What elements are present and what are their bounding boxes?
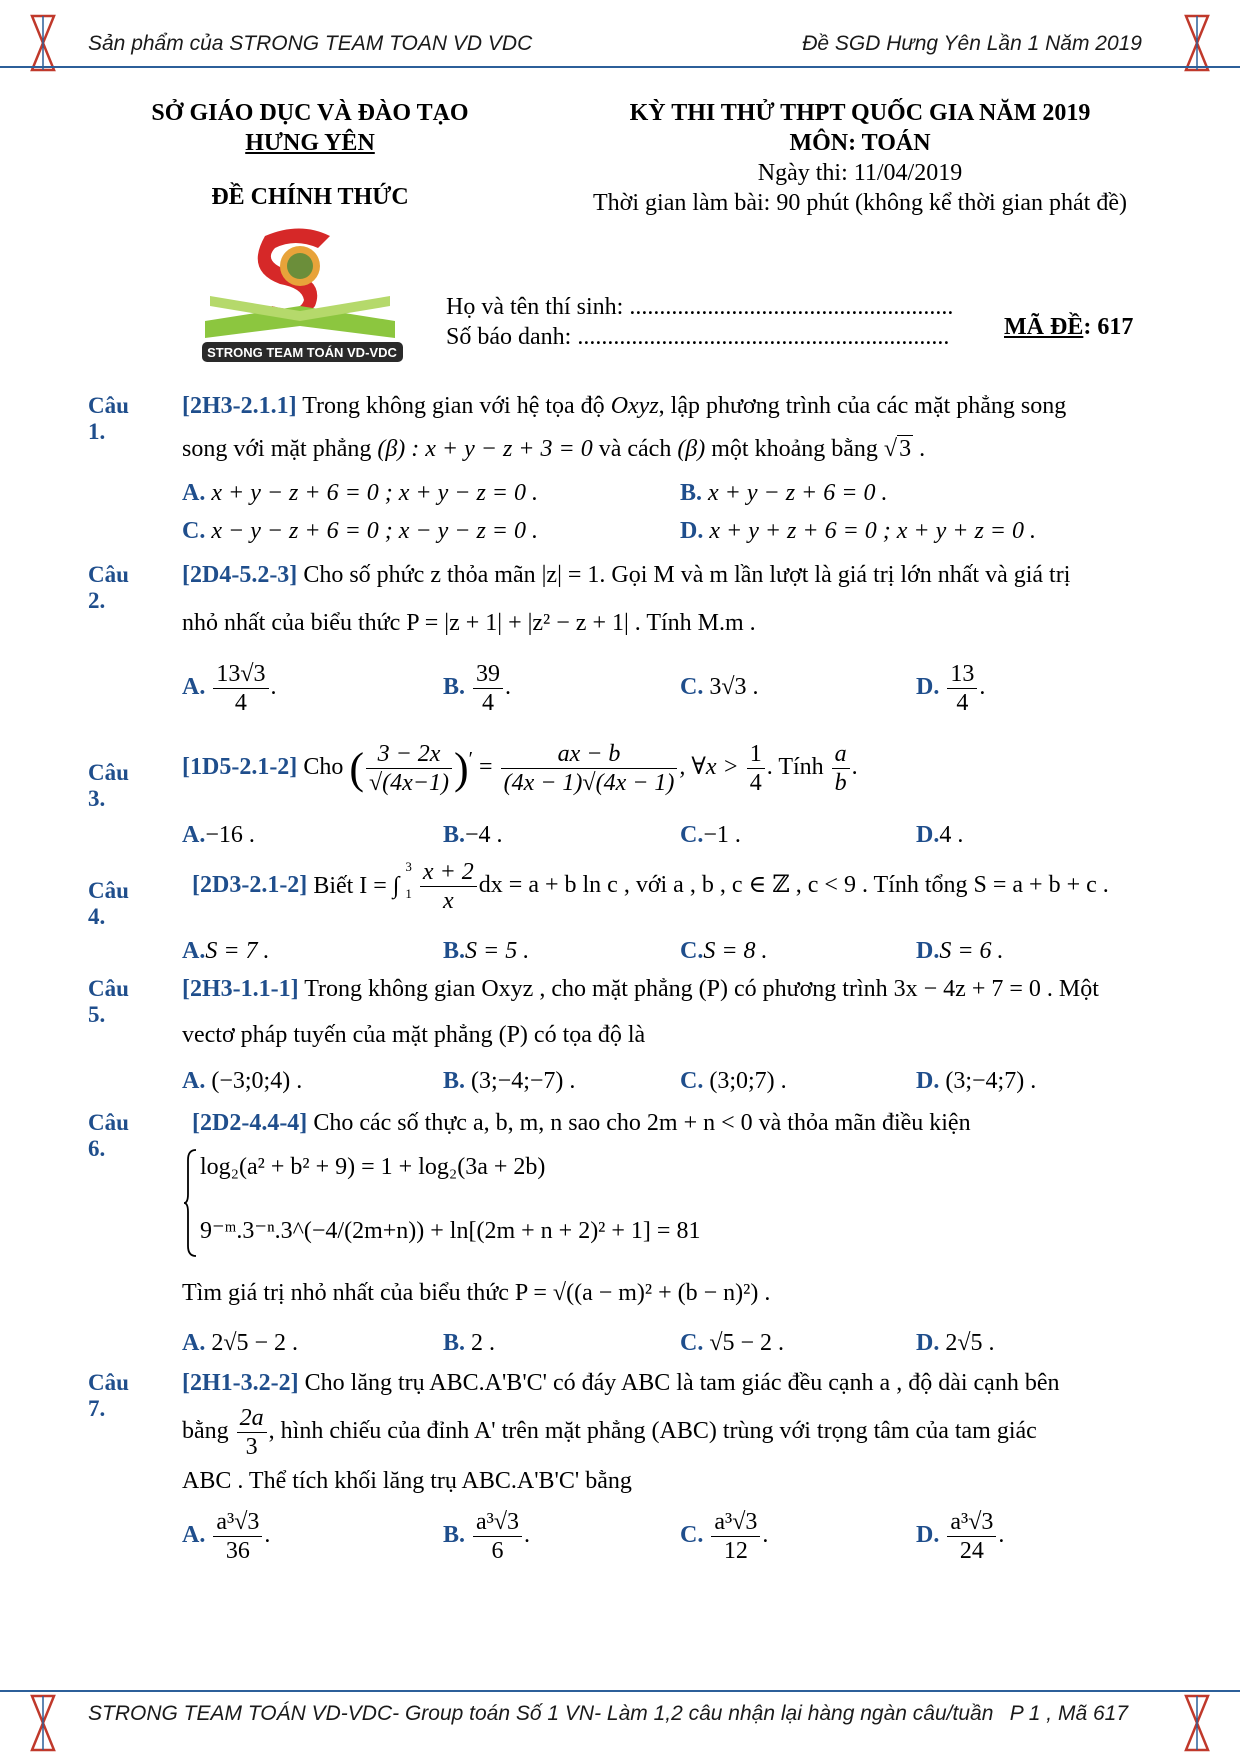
question-tag: [2D4-5.2-3] bbox=[182, 562, 298, 588]
exam-duration: Thời gian làm bài: 90 phút (không kể thời gian phát đề) bbox=[593, 190, 1127, 216]
q4-option-a[interactable] bbox=[182, 938, 270, 965]
q2-option-a[interactable]: A. $\frac{13√3}{4}$ . bbox=[182, 661, 277, 716]
option-text: (3;−4;−7) . bbox=[471, 1068, 576, 1094]
header-rule bbox=[0, 66, 1240, 68]
question-tag: [2D2-4.4-4] bbox=[192, 1110, 308, 1136]
q6-line-3: Tìm giá trị nhỏ nhất của biểu thức P = √((a − m)² + (b − n)²) . bbox=[182, 1280, 771, 1306]
question-label: Câu 3. bbox=[88, 760, 129, 811]
numerator: 39 bbox=[473, 660, 503, 689]
question-tag: [2H1-3.2-2] bbox=[182, 1370, 299, 1396]
exam-code-value: : 617 bbox=[1083, 314, 1134, 340]
q7-line-3: ABC . Thể tích khối lăng trụ ABC.A'B'C' bằng bbox=[182, 1468, 632, 1494]
option-text: (3;−4;7) . bbox=[945, 1068, 1037, 1094]
q3-option-d[interactable] bbox=[916, 822, 963, 849]
question-label: Câu 1. bbox=[88, 393, 129, 444]
q7-option-a[interactable]: A. $\frac{\text{a³√3}}{36}$ . bbox=[182, 1509, 271, 1564]
q6-system-1: log₂(a² + b² + 9) = 1 + log₂(3a + 2b) bbox=[200, 1154, 546, 1180]
numerator: 13 bbox=[947, 660, 977, 689]
numerator: a³√3 bbox=[473, 1508, 522, 1537]
option-letter: B. bbox=[443, 1068, 466, 1094]
q1-option-d[interactable] bbox=[680, 518, 1036, 545]
q2-option-c[interactable] bbox=[680, 674, 759, 701]
option-letter: C. bbox=[680, 1522, 704, 1549]
q7-text-2: , hình chiếu của đỉnh A' trên mặt phẳng (ABC) trùng với trọng tâm của tam giác bbox=[268, 1418, 1037, 1445]
exam-code-label: MÃ ĐỀ bbox=[1004, 314, 1084, 340]
fraction bbox=[747, 740, 765, 797]
option-letter: D. bbox=[916, 674, 940, 701]
option-text: 3√3 . bbox=[709, 674, 759, 700]
header-left: Sản phẩm của STRONG TEAM TOAN VD VDC bbox=[88, 32, 533, 55]
q5-line-1 bbox=[182, 976, 1099, 1003]
q5-option-d[interactable] bbox=[916, 1068, 1036, 1095]
option-letter: B. bbox=[443, 1522, 466, 1549]
q3-text: Cho bbox=[297, 754, 344, 781]
integral-upper: 3 bbox=[405, 858, 412, 874]
option-letter: C. bbox=[680, 674, 704, 700]
option-text: 2√5 . bbox=[945, 1330, 995, 1356]
option-letter: A. bbox=[182, 1522, 206, 1549]
numerator: 3 − 2x bbox=[366, 740, 452, 769]
q7-option-c[interactable]: C. $\frac{\text{a³√3}}{12}$ . bbox=[680, 1509, 769, 1564]
footer-right: P 1 , Mã 617 bbox=[1009, 1702, 1128, 1725]
dept-line-1: SỞ GIÁO DỤC VÀ ĐÀO TẠO bbox=[151, 100, 469, 126]
q3-line-1: [1D5-2.1-2] Cho ( $\frac{3 - 2x}{√(4x-1)}$ )′ = $\frac{ax - b}{(4x - 1)√(4x - 1)}$ , ∀x > $\frac{1}{4}$ . Tính $\frac{a}{b}$ . bbox=[182, 741, 858, 796]
option-text: 2√5 − 2 . bbox=[211, 1330, 299, 1356]
q2-text: Cho số phức z thỏa mãn |z| = 1. Gọi M và m lần lượt là giá trị lớn nhất và giá trị bbox=[297, 562, 1071, 588]
q1-option-a[interactable] bbox=[182, 480, 538, 507]
q1-line-2: song với mặt phẳng (β) : x + y − z + 3 = 0 và cách (β) một khoảng bằng √3 . bbox=[182, 436, 926, 462]
option-letter: A. bbox=[182, 480, 206, 506]
option-text: x + y + z + 6 = 0 ; x + y + z = 0 . bbox=[709, 518, 1036, 544]
denominator: 4 bbox=[234, 690, 247, 716]
q3-option-a[interactable] bbox=[182, 822, 255, 849]
equals-sign: = bbox=[479, 754, 493, 781]
candidate-name-field[interactable]: Họ và tên thí sinh: ...................................................... bbox=[446, 294, 954, 320]
q5-option-a[interactable] bbox=[182, 1068, 302, 1095]
q5-text: Trong không gian Oxyz , cho mặt phẳng (P) có phương trình 3x − 4z + 7 = 0 . Một bbox=[298, 976, 1099, 1002]
q7-line-1 bbox=[182, 1370, 1059, 1397]
q1-beta: (β) bbox=[677, 436, 706, 462]
page-header bbox=[0, 22, 1240, 67]
q1-text-2c: một khoảng bằng bbox=[705, 436, 884, 462]
option-letter: A. bbox=[182, 822, 206, 848]
integral-lower: 1 bbox=[405, 885, 412, 901]
question-label: Câu 7. bbox=[88, 1370, 129, 1421]
option-letter: B. bbox=[443, 822, 466, 848]
q4-text: Biết I = ∫ bbox=[307, 873, 400, 899]
denominator: 24 bbox=[959, 1538, 984, 1564]
denominator: 36 bbox=[225, 1538, 250, 1564]
question-tag: [1D5-2.1-2] bbox=[182, 754, 298, 781]
q2-option-b[interactable]: B. $\frac{39}{4}$ . bbox=[443, 661, 512, 716]
q6-option-d[interactable] bbox=[916, 1330, 995, 1357]
denominator: 6 bbox=[491, 1538, 504, 1564]
option-letter: B. bbox=[680, 480, 703, 506]
option-letter: C. bbox=[182, 518, 206, 544]
option-letter: D. bbox=[916, 1068, 940, 1094]
option-letter: A. bbox=[182, 938, 206, 964]
option-text: 4 . bbox=[939, 822, 964, 848]
exam-title: KỲ THI THỬ THPT QUỐC GIA NĂM 2019 bbox=[629, 100, 1091, 126]
candidate-fields bbox=[446, 292, 1006, 352]
exam-code bbox=[1004, 312, 1133, 342]
numerator: x + 2 bbox=[420, 858, 477, 887]
dept-block bbox=[120, 98, 500, 212]
fraction bbox=[366, 740, 452, 797]
q7-bang: bằng bbox=[182, 1418, 229, 1445]
q4-option-d[interactable] bbox=[916, 938, 1004, 965]
q1-oxyz: Oxyz bbox=[610, 393, 659, 419]
dept-line-2: HƯNG YÊN bbox=[245, 130, 375, 156]
option-text: 2 . bbox=[471, 1330, 496, 1356]
fraction bbox=[501, 740, 678, 797]
fraction bbox=[213, 1508, 262, 1565]
q4-text-2: dx = a + b ln c , với a , b , c ∈ ℤ , c < 9 . Tính tổng S = a + b + c . bbox=[478, 872, 1109, 899]
exam-date: Ngày thi: 11/04/2019 bbox=[757, 160, 963, 186]
q6-option-b[interactable] bbox=[443, 1330, 495, 1357]
option-text: (−3;0;4) . bbox=[211, 1068, 303, 1094]
q1-text: Trong không gian với hệ tọa độ bbox=[296, 393, 611, 419]
exam-block bbox=[560, 98, 1160, 218]
fraction bbox=[420, 858, 477, 915]
denominator: 12 bbox=[723, 1538, 748, 1564]
q2-line-2: nhỏ nhất của biểu thức P = |z + 1| + |z² − z + 1| . Tính M.m . bbox=[182, 610, 756, 636]
denominator: 4 bbox=[956, 690, 969, 716]
option-letter: D. bbox=[916, 822, 940, 848]
q1-text-2a: song với mặt phẳng bbox=[182, 436, 378, 462]
question-tag: [2H3-1.1-1] bbox=[182, 976, 299, 1002]
logo-text: STRONG TEAM TOÁN VD-VDC bbox=[207, 345, 397, 360]
question-tag: [2D3-2.1-2] bbox=[192, 872, 308, 899]
fraction bbox=[947, 1508, 996, 1565]
q3-option-c[interactable] bbox=[680, 822, 741, 849]
question-label: Câu 2. bbox=[88, 562, 129, 613]
denominator: b bbox=[834, 770, 847, 796]
numerator: ax − b bbox=[501, 740, 678, 769]
denominator: (4x − 1)√(4x − 1) bbox=[503, 770, 675, 796]
numerator: 1 bbox=[747, 740, 765, 769]
q6-option-a[interactable] bbox=[182, 1330, 298, 1357]
q1-line-1 bbox=[182, 393, 1066, 420]
denominator: 4 bbox=[749, 770, 762, 796]
q1-text-b: , lập phương trình của các mặt phẳng song bbox=[658, 393, 1067, 419]
q2-option-d[interactable]: D. $\frac{13}{4}$ . bbox=[916, 661, 986, 716]
numerator: 13√3 bbox=[213, 660, 268, 689]
q2-line-1 bbox=[182, 562, 1070, 589]
option-text: (3;0;7) . bbox=[709, 1068, 787, 1094]
header-right: Đề SGD Hưng Yên Lần 1 Năm 2019 bbox=[802, 32, 1142, 55]
q3-option-b[interactable] bbox=[443, 822, 503, 849]
q4-option-b[interactable] bbox=[443, 938, 529, 965]
q6-line-1 bbox=[192, 1110, 971, 1137]
question-tag: [2H3-2.1.1] bbox=[182, 393, 297, 419]
option-letter: D. bbox=[916, 1522, 940, 1549]
fraction bbox=[711, 1508, 760, 1565]
fraction bbox=[237, 1404, 267, 1461]
numerator: a³√3 bbox=[213, 1508, 262, 1537]
q4-option-c[interactable] bbox=[680, 938, 768, 965]
q4-line-1 bbox=[192, 858, 1109, 915]
q5-option-b[interactable] bbox=[443, 1068, 575, 1095]
option-letter: C. bbox=[680, 1068, 704, 1094]
fraction bbox=[473, 660, 503, 717]
q1-option-b[interactable] bbox=[680, 480, 887, 507]
footer-left: STRONG TEAM TOÁN VD-VDC- Group toán Số 1 VN- Làm 1,2 câu nhận lại hàng ngàn câu/tuần bbox=[88, 1702, 994, 1725]
option-letter: B. bbox=[443, 1330, 466, 1356]
option-letter: A. bbox=[182, 1330, 206, 1356]
denominator: x bbox=[443, 888, 454, 914]
q7-option-d[interactable]: D. $\frac{\text{a³√3}}{24}$ . bbox=[916, 1509, 1005, 1564]
q1-sqrt: 3 bbox=[899, 436, 912, 462]
q1-plane: (β) : x + y − z + 3 = 0 bbox=[377, 436, 593, 462]
denominator: √(4x−1) bbox=[368, 770, 449, 796]
system-brace bbox=[184, 1148, 198, 1258]
option-text: −4 . bbox=[465, 822, 503, 848]
q5-line-2: vectơ pháp tuyến của mặt phẳng (P) có tọa độ là bbox=[182, 1022, 646, 1048]
option-text: S = 6 . bbox=[939, 938, 1004, 964]
denominator: 4 bbox=[482, 690, 495, 716]
q3-tinh: . Tính bbox=[766, 754, 824, 781]
option-text: x + y − z + 6 = 0 . bbox=[708, 480, 888, 506]
option-letter: D. bbox=[916, 938, 940, 964]
option-letter: A. bbox=[182, 1068, 206, 1094]
official-label: ĐỀ CHÍNH THỨC bbox=[211, 184, 409, 210]
strong-team-logo bbox=[200, 226, 405, 366]
option-letter: C. bbox=[680, 1330, 704, 1356]
numerator: 2a bbox=[237, 1404, 267, 1433]
option-letter: B. bbox=[443, 938, 466, 964]
option-text: x − y − z + 6 = 0 ; x − y − z = 0 . bbox=[211, 518, 538, 544]
q7-text: Cho lăng trụ ABC.A'B'C' có đáy ABC là tam giác đều cạnh a , độ dài cạnh bên bbox=[298, 1370, 1060, 1396]
page-footer bbox=[0, 1688, 1240, 1738]
fraction bbox=[832, 740, 850, 797]
option-text: −16 . bbox=[205, 822, 255, 848]
q6-system-2: 9⁻ᵐ.3⁻ⁿ.3^(−4/(2m+n)) + ln[(2m + n + 2)² + 1] = 81 bbox=[200, 1218, 701, 1244]
option-letter: D. bbox=[680, 518, 704, 544]
fraction bbox=[947, 660, 977, 717]
option-letter: D. bbox=[916, 1330, 940, 1356]
q1-text-2b: và cách bbox=[592, 436, 678, 462]
option-text: S = 5 . bbox=[465, 938, 530, 964]
option-letter: A. bbox=[182, 674, 206, 701]
q3-condition: , ∀x > bbox=[679, 754, 739, 781]
question-label: Câu 6. bbox=[88, 1110, 129, 1161]
question-label: Câu 4. bbox=[88, 878, 129, 929]
q1-option-c[interactable] bbox=[182, 518, 538, 545]
question-label: Câu 5. bbox=[88, 976, 129, 1027]
exam-subject: MÔN: TOÁN bbox=[789, 130, 931, 156]
option-text: x + y − z + 6 = 0 ; x + y − z = 0 . bbox=[211, 480, 538, 506]
denominator: 3 bbox=[245, 1434, 258, 1460]
option-letter: B. bbox=[443, 674, 466, 701]
candidate-id-field[interactable]: Số báo danh: .............................................................. bbox=[446, 324, 950, 350]
fraction bbox=[213, 660, 268, 717]
q6-text: Cho các số thực a, b, m, n sao cho 2m + n < 0 và thỏa mãn điều kiện bbox=[307, 1110, 971, 1136]
option-text: −1 . bbox=[703, 822, 741, 848]
q6-option-c[interactable] bbox=[680, 1330, 784, 1357]
numerator: a bbox=[832, 740, 850, 769]
option-text: √5 − 2 . bbox=[709, 1330, 785, 1356]
option-text: S = 7 . bbox=[205, 938, 270, 964]
fraction bbox=[473, 1508, 522, 1565]
q7-line-2 bbox=[182, 1404, 1037, 1461]
numerator: a³√3 bbox=[711, 1508, 760, 1537]
numerator: a³√3 bbox=[947, 1508, 996, 1537]
option-letter: C. bbox=[680, 822, 704, 848]
option-text: S = 8 . bbox=[703, 938, 768, 964]
q5-option-c[interactable] bbox=[680, 1068, 787, 1095]
option-letter: C. bbox=[680, 938, 704, 964]
q7-option-b[interactable]: B. $\frac{\text{a³√3}}{6}$ . bbox=[443, 1509, 531, 1564]
